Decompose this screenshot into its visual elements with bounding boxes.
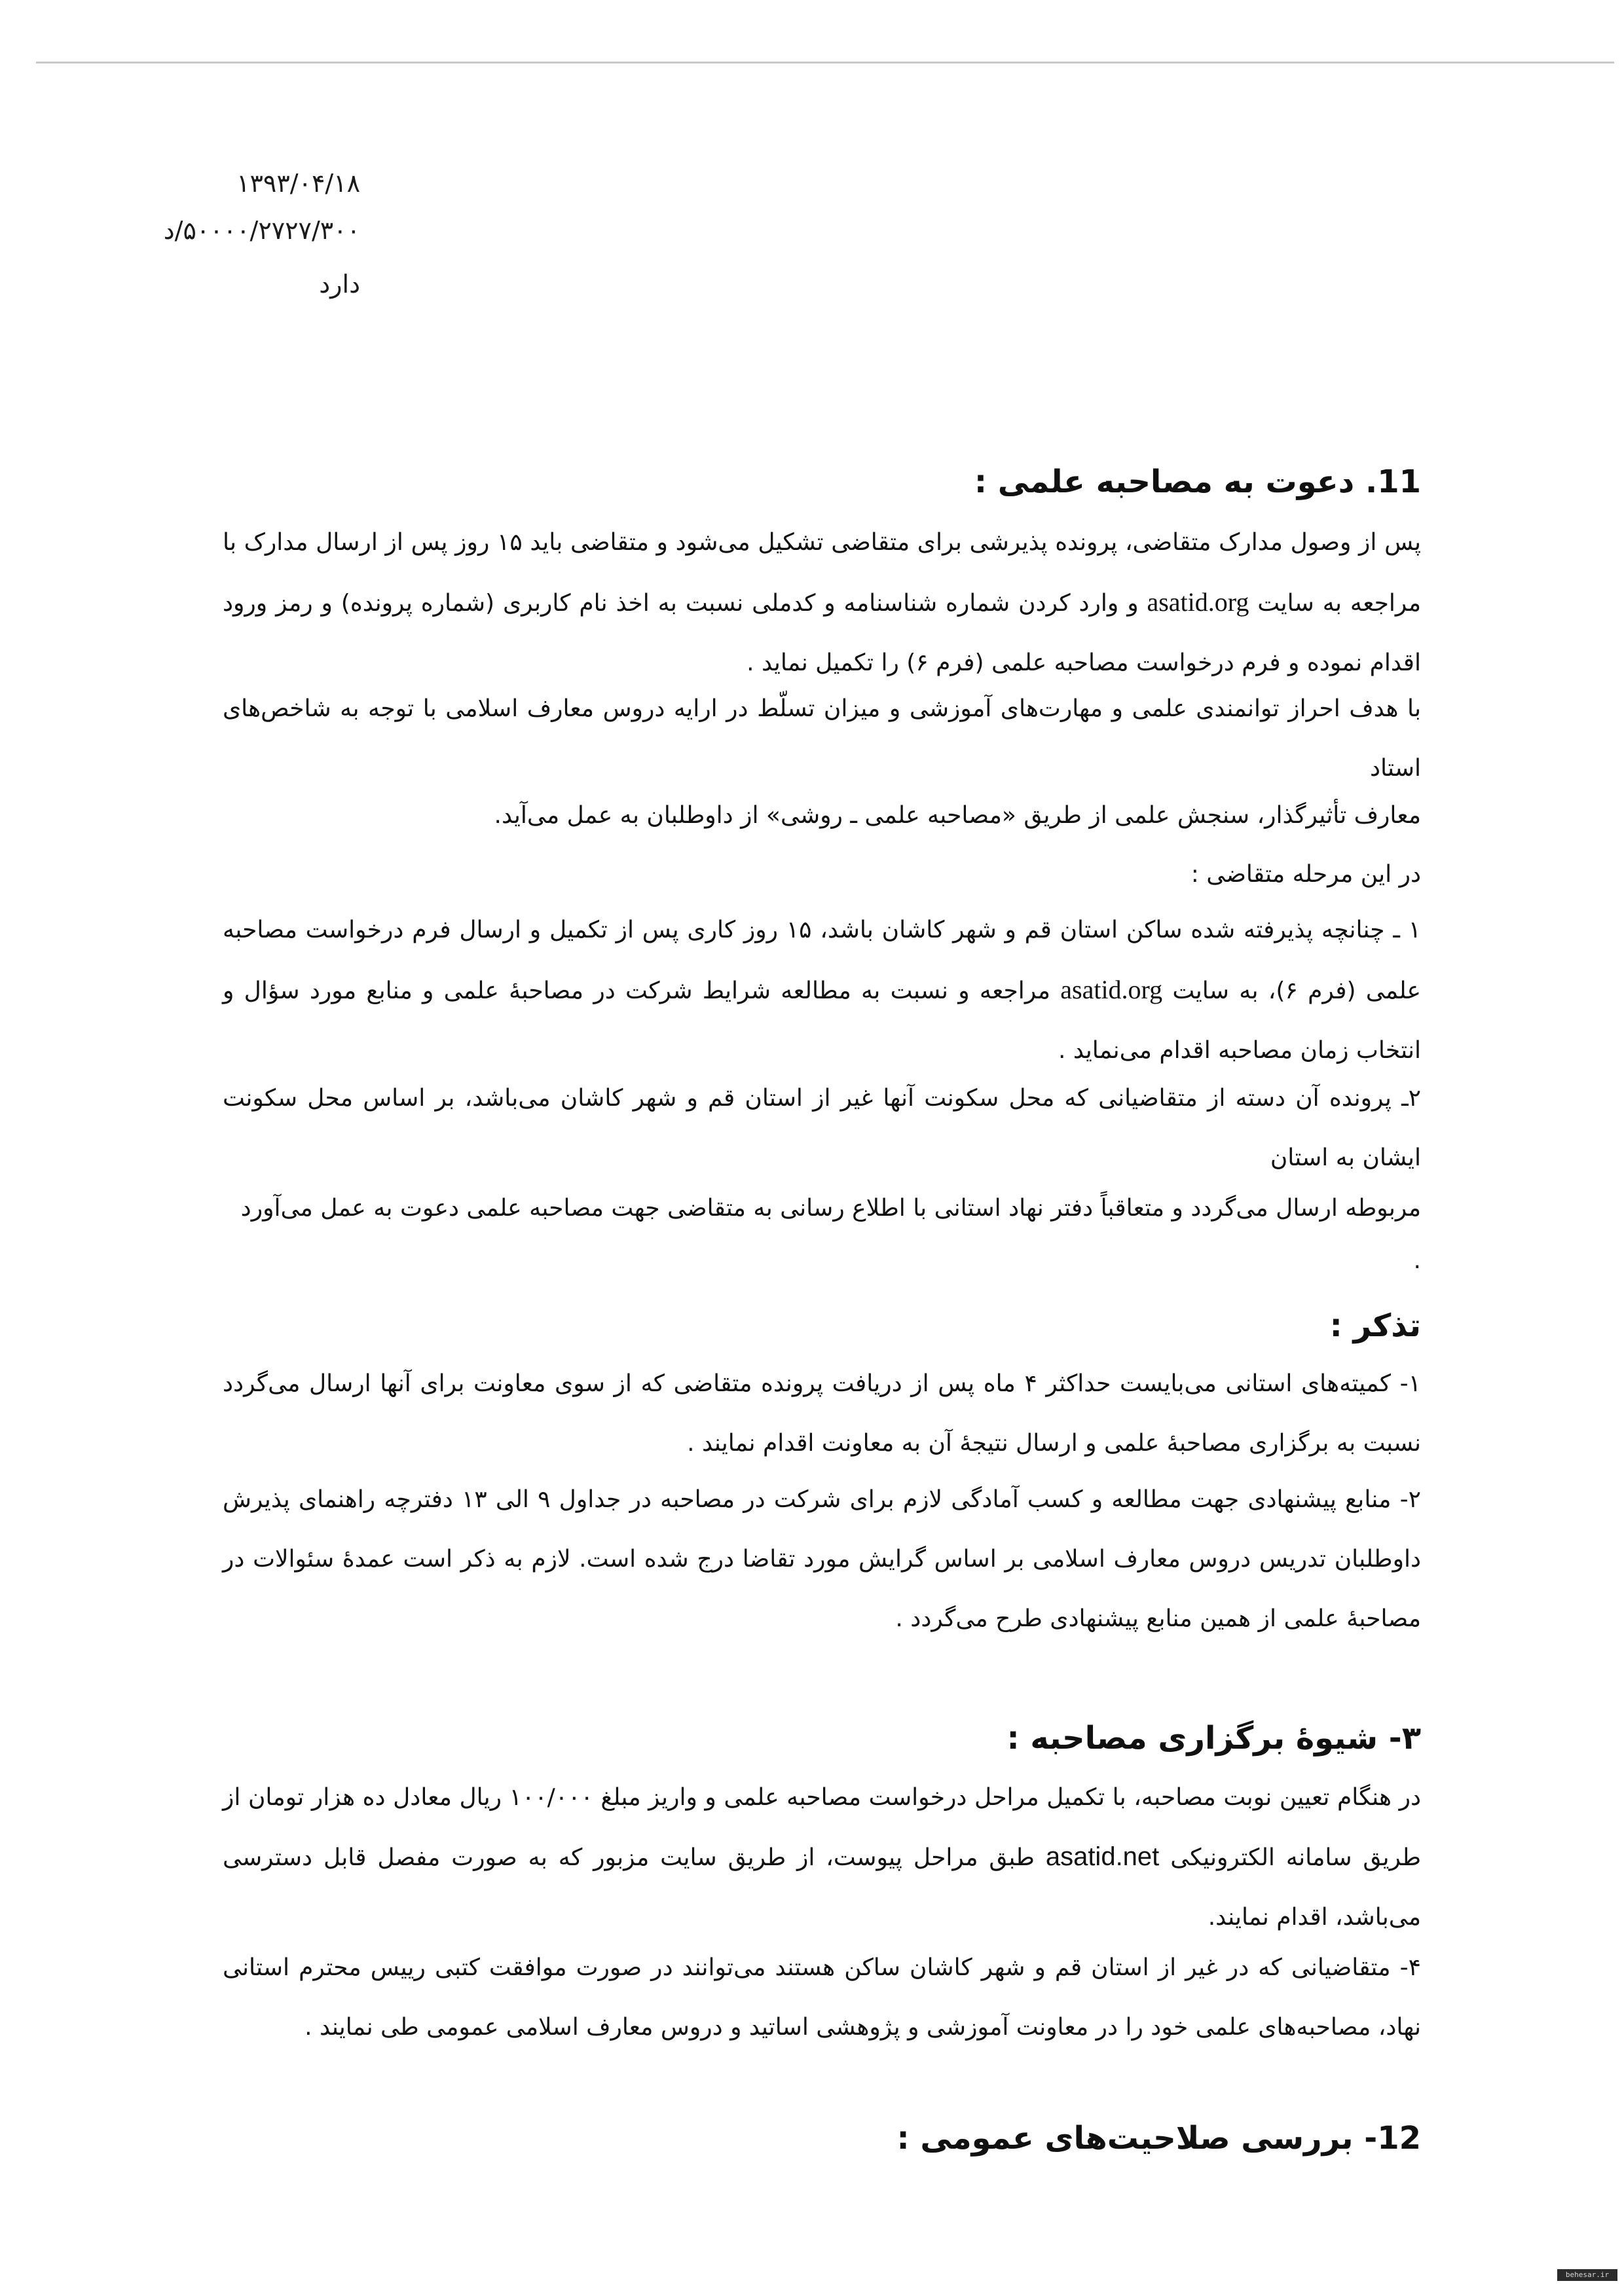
item1-text-a: ۱ ـ چنانچه پذیرفته شده ساکن استان قم و شهر کاشان باشد، ۱۵ روز کاری پس از تکمیل و ارسال فرم درخواست مصاحبه علمی (فرم ۶)، به سایت bbox=[223, 917, 1422, 1004]
invitation-paragraph-1 bbox=[223, 513, 1421, 693]
invitation-paragraph-2 bbox=[223, 679, 1421, 798]
item2-text-b: مربوطه ارسال می‌گردد و متعاقباً دفتر نهاد استانی با اطلاع رسانی به متقاضی جهت مصاحبه علمی دعوت به عمل می‌آورد bbox=[240, 1195, 1421, 1222]
invitation-text-3: معارف تأثیرگذار، سنجش علمی از طریق «مصاحبه علمی ـ روشی» از داوطلبان به عمل می‌آید. bbox=[494, 802, 1421, 829]
note-text-2: ۲- منابع پیشنهادی جهت مطالعه و کسب آمادگی لازم برای شرکت در مصاحبه در جداول ۹ الی ۱۳ دفترچه راهنمای پذیرش داوطلبان تدریس دروس معارف اسلامی بر اساس گرایش مورد تقاضا درج شده است. لازم به ذکر است عمدۀ سئوالات در مصاحبۀ علمی از همین منابع پیشنهادی طرح می‌گردد . bbox=[223, 1486, 1421, 1632]
site-link-asatid-org-2[interactable]: asatid.org bbox=[1060, 975, 1163, 1004]
invitation-text-4: در این مرحله متقاضی : bbox=[1190, 861, 1421, 888]
method-text-2: ۴- متقاضیانی که در غیر از استان قم و شهر کاشان ساکن هستند می‌توانند در صورت موافقت کتبی رییس محترم استانی نهاد، مصاحبه‌های علمی خود را در معاونت آموزشی و پژوهشی اساتید و دروس معارف اسلامی عمومی طی نمایند . bbox=[223, 1954, 1421, 2041]
note-text-1: ۱- کمیته‌های استانی می‌بایست حداکثر ۴ ماه پس از دریافت پرونده متقاضی که از سوی معاونت برای آنها ارسال می‌گردد نسبت به برگزاری مصاحبۀ علمی و ارسال نتیجۀ آن به معاونت اقدام نمایند . bbox=[223, 1370, 1421, 1457]
invitation-text-1a: پس از وصول مدارک متقاضی، پرونده پذیرشی برای متقاضی تشکیل می‌شود و متقاضی باید ۱۵ روز پس از ارسال مدارک با مراجعه به سایت bbox=[223, 529, 1421, 617]
letter-attachment: دارد bbox=[319, 270, 360, 299]
invitation-paragraph-3 bbox=[223, 786, 1421, 845]
method-text-1a: در هنگام تعیین نوبت مصاحبه، با تکمیل مراحل درخواست مصاحبه علمی و واریز مبلغ ۱۰۰/۰۰۰ ریال معادل ده هزار تومان از طریق سامانه الکترونیکی bbox=[223, 1784, 1421, 1871]
invitation-paragraph-4 bbox=[223, 845, 1421, 904]
document-body bbox=[223, 0, 1421, 2296]
invitation-text-1b: و وارد کردن شماره شناسنامه و کدملی نسبت به اخذ نام کاربری (شماره پرونده) و رمز ورود اقدام نموده و فرم درخواست مصاحبه علمی (فرم ۶) را تکمیل نماید . bbox=[223, 590, 1421, 676]
heading-note: تذکر : bbox=[1329, 1307, 1421, 1344]
letter-date: ۱۳۹۳/۰۴/۱۸ bbox=[236, 169, 360, 198]
invitation-item-1 bbox=[223, 900, 1421, 1080]
invitation-item-2-end bbox=[223, 1231, 1421, 1290]
note-item-1 bbox=[223, 1354, 1421, 1473]
letter-number: ۵۰۰۰۰/۲۷۲۷/۳۰۰/د bbox=[163, 216, 360, 245]
method-paragraph-2 bbox=[223, 1938, 1421, 2057]
item2-text-c: . bbox=[1413, 1247, 1421, 1274]
method-text-1b: طبق مراحل پیوست، از طریق سایت مزبور که به صورت مفصل قابل دسترسی می‌باشد، اقدام نمایند. bbox=[223, 1844, 1421, 1931]
note-item-2 bbox=[223, 1470, 1421, 1649]
site-link-asatid-net[interactable]: asatid.net bbox=[1045, 1842, 1160, 1871]
method-paragraph-1 bbox=[223, 1768, 1421, 1947]
item1-text-b: مراجعه و نسبت به مطالعه شرایط شرکت در مصاحبۀ علمی و منابع مورد سؤال و انتخاب زمان مصاحبه اقدام می‌نماید . bbox=[223, 977, 1421, 1064]
invitation-text-2: با هدف احراز توانمندی علمی و مهارت‌های آموزشی و میزان تسلّط در ارایه دروس معارف اسلامی با توجه به شاخص‌های استاد bbox=[223, 695, 1421, 782]
footer-watermark: behesar.ir bbox=[1557, 2269, 1617, 2281]
heading-general-qualifications: 12- بررسی صلاحیت‌های عمومی : bbox=[896, 2120, 1421, 2157]
invitation-item-2-cont bbox=[223, 1178, 1421, 1238]
invitation-item-2 bbox=[223, 1068, 1421, 1188]
site-link-asatid-org[interactable]: asatid.org bbox=[1147, 587, 1249, 617]
heading-invitation: 11. دعوت به مصاحبه علمی : bbox=[974, 464, 1421, 500]
heading-method: ۳- شیوۀ برگزاری مصاحبه : bbox=[1006, 1720, 1421, 1757]
item2-text-a: ۲ـ پرونده آن دسته از متقاضیانی که محل سکونت آنها غیر از استان قم و شهر کاشان می‌باشد، بر اساس محل سکونت ایشان به استان bbox=[223, 1085, 1421, 1171]
